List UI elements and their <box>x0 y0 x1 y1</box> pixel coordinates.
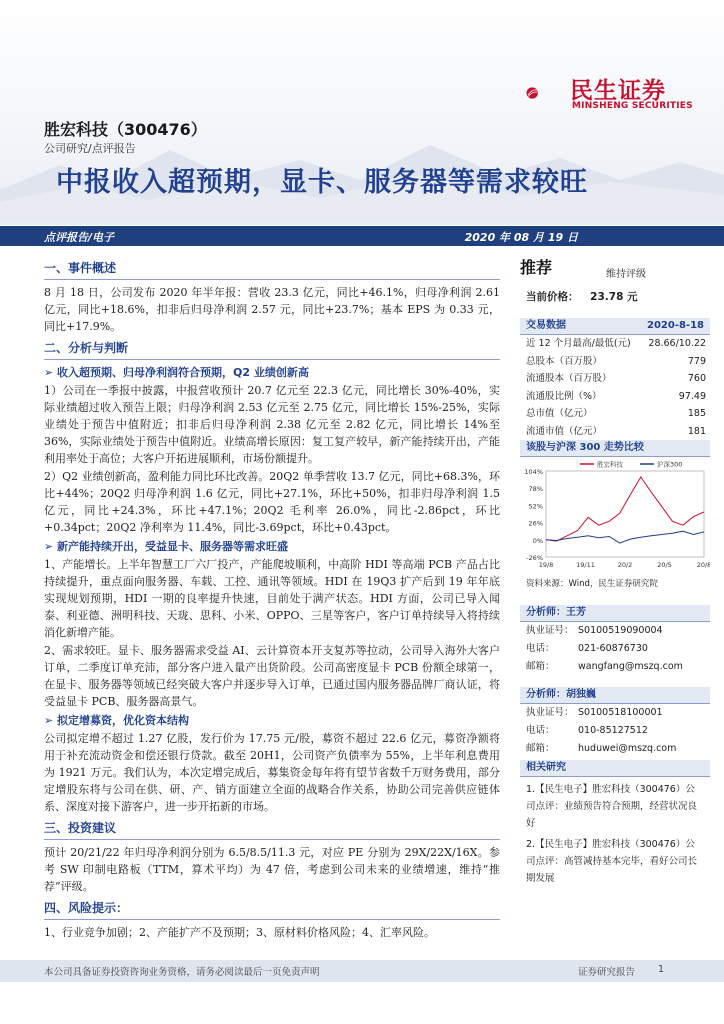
page-footer <box>0 960 724 982</box>
trade-label: 流通股比例（%） <box>526 390 602 402</box>
y-tick-label: 104% <box>524 468 543 476</box>
info-value: wangfang@mszq.com <box>578 661 683 672</box>
related-item[interactable]: 1.【民生电子】胜宏科技（300476）公司点评：业绩预告符合预期，经营状况良好 <box>526 784 698 829</box>
chart-source: 资料来源：Wind，民生证券研究院 <box>526 579 658 589</box>
trade-row <box>520 405 710 423</box>
related-research <box>520 760 710 887</box>
report-date: 2020 年 08 月 19 日 <box>464 231 578 244</box>
analyst-title: 分析师：胡独巍 <box>520 687 710 704</box>
plot-frame <box>546 471 704 557</box>
brand-logo-icon <box>526 70 572 116</box>
info-value: 010-85127512 <box>578 725 648 736</box>
info-label: 邮箱： <box>526 743 555 754</box>
brand-name: 民生证券 <box>570 78 666 104</box>
trade-value: 97.49 <box>678 390 706 402</box>
info-label: 执业证号： <box>526 707 574 718</box>
company-title: 胜宏科技（300476） <box>44 120 207 139</box>
trade-value: 779 <box>687 355 706 367</box>
related-item[interactable]: 2.【民生电子】胜宏科技（300476）公司点评：高管减持基本完毕，看好公司长期发展 <box>526 839 698 884</box>
brand-name-en: MINSHENG SECURITIES <box>572 101 693 111</box>
trade-label: 近 12 个月最高/最低(元) <box>526 338 631 349</box>
x-tick-label: 20/8 <box>696 561 710 569</box>
section-title: 一、事件概述 <box>44 258 500 280</box>
trade-value: 185 <box>687 408 706 419</box>
analyst-2 <box>520 687 710 758</box>
y-tick-label: 78% <box>528 485 543 494</box>
current-price <box>526 289 638 304</box>
stock-chart-box <box>520 440 710 591</box>
analyst-info-row <box>520 622 710 640</box>
section-title: 四、风险提示： <box>44 898 500 920</box>
report-headline: 中报收入超预期，显卡、服务器等需求较旺 <box>56 167 588 198</box>
paragraph: 1、产能增长。上半年智慧工厂六厂投产，产能爬坡顺利，中高阶 HDI 等高端 PCB 产品占比持续提升，重点面向服务器、车载、工控、通讯等领域。HDI 在 19Q3 扩产后到 19 年年底实现规划预期，HDI 一期的良率提升快速，目前处于满产状态。HDI 方面，公司已导入闻泰、利亚德、洲明科技、天珑、思科、小米、OPPO、三星等客户，客户订单持续导入将持续消化新增产能。 <box>44 558 500 639</box>
trade-row <box>520 353 710 371</box>
analyst-1 <box>520 605 710 676</box>
trade-label: 总股本（百万股） <box>526 355 603 367</box>
trade-label: 流通股本（百万股） <box>526 373 612 384</box>
paragraph: 1）公司在一季报中披露，中报营收预计 20.7 亿元至 22.3 亿元，同比增长 30%-40%，实际业绩超过收入预告上限；归母净利润 2.53 亿元至 2.75 亿元，同比增长 15%-25%，实际业绩处于预告中值附近；扣非后归母净利润 2.38 亿元至 2.82 亿元，同比增长 14%至 36%，实际业绩处于预告中值附近。业绩高增长原因：复工复产较早，新产能持续开出，产能利用率处于高位；大客户开拓进展顺利，市场份额提升。 <box>44 384 500 465</box>
y-tick-label: 0% <box>532 536 543 545</box>
trade-data-date: 2020-8-18 <box>646 320 704 331</box>
paragraph: 2、需求较旺。显卡、服务器需求受益 AI、云计算资本开支复苏等拉动，公司导入海外大客户订单，二季度订单充沛，部分客户进入量产出货阶段。公司高密度显卡 PCB 份额全球第一，在显卡、服务器等领域已经突破大客户并逐步导入订单，已通过国内服务器品牌厂商认证，将受益显卡 PCB、服务器高景气。 <box>44 644 500 708</box>
paragraph: 2）Q2 业绩创新高，盈利能力同比环比改善。20Q2 单季营收 13.7 亿元，同比+68.3%，环比+44%；20Q2 归母净利润 1.6 亿元，同比+27.1%，环比+50%，扣非归母净利润 1.5 亿元，同比+24.3%，环比+47.1%；20Q2 毛利率 26.0%，同比-2.86pct，环比+0.34pct；20Q2 净利率为 11.4%，同比-3.69pct，环比+0.43pct。 <box>44 470 500 534</box>
rating-note: 维持评级 <box>606 269 646 280</box>
trade-row <box>520 388 710 406</box>
x-tick-label: 20/5 <box>657 561 672 569</box>
analyst-title: 分析师：王芳 <box>520 605 710 622</box>
y-tick-label: -26% <box>526 554 543 562</box>
subheading: ➢ 拟定增募资，优化资本结构 <box>44 714 190 727</box>
info-label: 邮箱： <box>526 661 555 672</box>
price-label: 当前价格： <box>526 291 579 303</box>
info-value: 021-60876730 <box>578 643 648 654</box>
report-category: 点评报告/电子 <box>44 231 115 244</box>
stock-comparison-chart <box>520 457 710 575</box>
x-tick-label: 19/8 <box>538 561 554 569</box>
related-title: 相关研究 <box>520 760 710 777</box>
trade-data-table <box>520 318 710 440</box>
paragraph: 预计 20/21/22 年归母净利润分别为 6.5/8.5/11.3 元，对应 PE 分别为 29X/22X/16X。参考 SW 印制电路板（TTM，算术平均）为 47 倍，考虑到公司未来的业绩增速，维持“推荐”评级。 <box>44 846 500 893</box>
x-tick-label: 20/2 <box>617 561 633 569</box>
subheading: ➢ 新产能持续开出，受益显卡、服务器等需求旺盛 <box>44 540 289 553</box>
footer-report-name: 证券研究报告 <box>578 967 636 978</box>
footer-disclaimer: 本公司具备证券投资咨询业务资格，请务必阅读最后一页免责声明 <box>44 967 320 978</box>
trade-value: 28.66/10.22 <box>648 338 706 349</box>
info-value: huduwei@mszq.com <box>578 743 677 754</box>
x-tick-label: 19/11 <box>576 561 595 569</box>
analyst-info-row <box>520 722 710 740</box>
category-bar <box>0 226 724 246</box>
series-line-index <box>546 531 704 543</box>
trade-row <box>520 335 710 353</box>
page-number: 1 <box>658 964 665 975</box>
legend-label: 胜宏科技 <box>597 460 623 469</box>
trade-data-header <box>520 318 710 335</box>
trade-label: 流通市值（亿元） <box>526 425 603 437</box>
trade-value: 760 <box>687 373 706 384</box>
analyst-info-row <box>520 704 710 722</box>
main-content <box>44 255 500 942</box>
info-label: 电话： <box>526 725 555 736</box>
trade-label: 总市值（亿元） <box>526 408 593 419</box>
info-label: 执业证号： <box>526 625 574 636</box>
y-tick-label: 26% <box>528 519 543 528</box>
paragraph: 1、行业竞争加剧；2、产能扩产不及预期；3、原材料价格风险；4、汇率风险。 <box>44 926 435 939</box>
analyst-info-row <box>520 740 710 758</box>
trade-row <box>520 370 710 388</box>
subheading: ➢ 收入超预期、归母净利润符合预期，Q2 业绩创新高 <box>44 366 309 379</box>
rating: 推荐 <box>520 258 553 277</box>
chart-title: 该股与沪深 300 走势比较 <box>520 440 710 457</box>
paragraph: 公司拟定增不超过 1.27 亿股，发行价为 17.75 元/股，募资不超过 22.6 亿元，募资净额将用于补充流动资金和偿还银行贷款。截至 20H1，公司资产负债率为 55%，上半年利息费用为 1921 万元。我们认为，本次定增完成后，募集资金每年将有望节省数千万财务费用，部分定增股东将与公司在供、研、产、销方面建立全面的战略合作关系，协助公司完善供应链体系、深度对接下游客户，进一步开拓新的市场。 <box>44 732 500 813</box>
paragraph: 8 月 18 日，公司发布 2020 年半年报：营收 23.3 亿元，同比+46.1%，归母净利润 2.61 亿元，同比+18.6%，扣非后归母净利润 2.57 元，同比+23.7%；基本 EPS 为 0.33 元，同比+17.9%。 <box>44 286 500 333</box>
trade-row <box>520 423 710 441</box>
legend-label: 沪深300 <box>657 460 683 469</box>
y-tick-label: 52% <box>528 502 543 511</box>
price-value: 23.78 元 <box>590 291 638 303</box>
trade-data-title: 交易数据 <box>526 320 566 331</box>
info-value: S0100519090004 <box>578 625 663 636</box>
report-type: 公司研究/点评报告 <box>44 142 136 155</box>
info-label: 电话： <box>526 643 555 654</box>
analyst-info-row <box>520 640 710 658</box>
sidebar <box>520 255 710 884</box>
info-value: S0100518100001 <box>578 707 663 718</box>
section-title: 三、投资建议 <box>44 818 500 840</box>
trade-value: 181 <box>687 425 706 437</box>
analyst-info-row <box>520 658 710 676</box>
section-title: 二、分析与判断 <box>44 338 500 360</box>
